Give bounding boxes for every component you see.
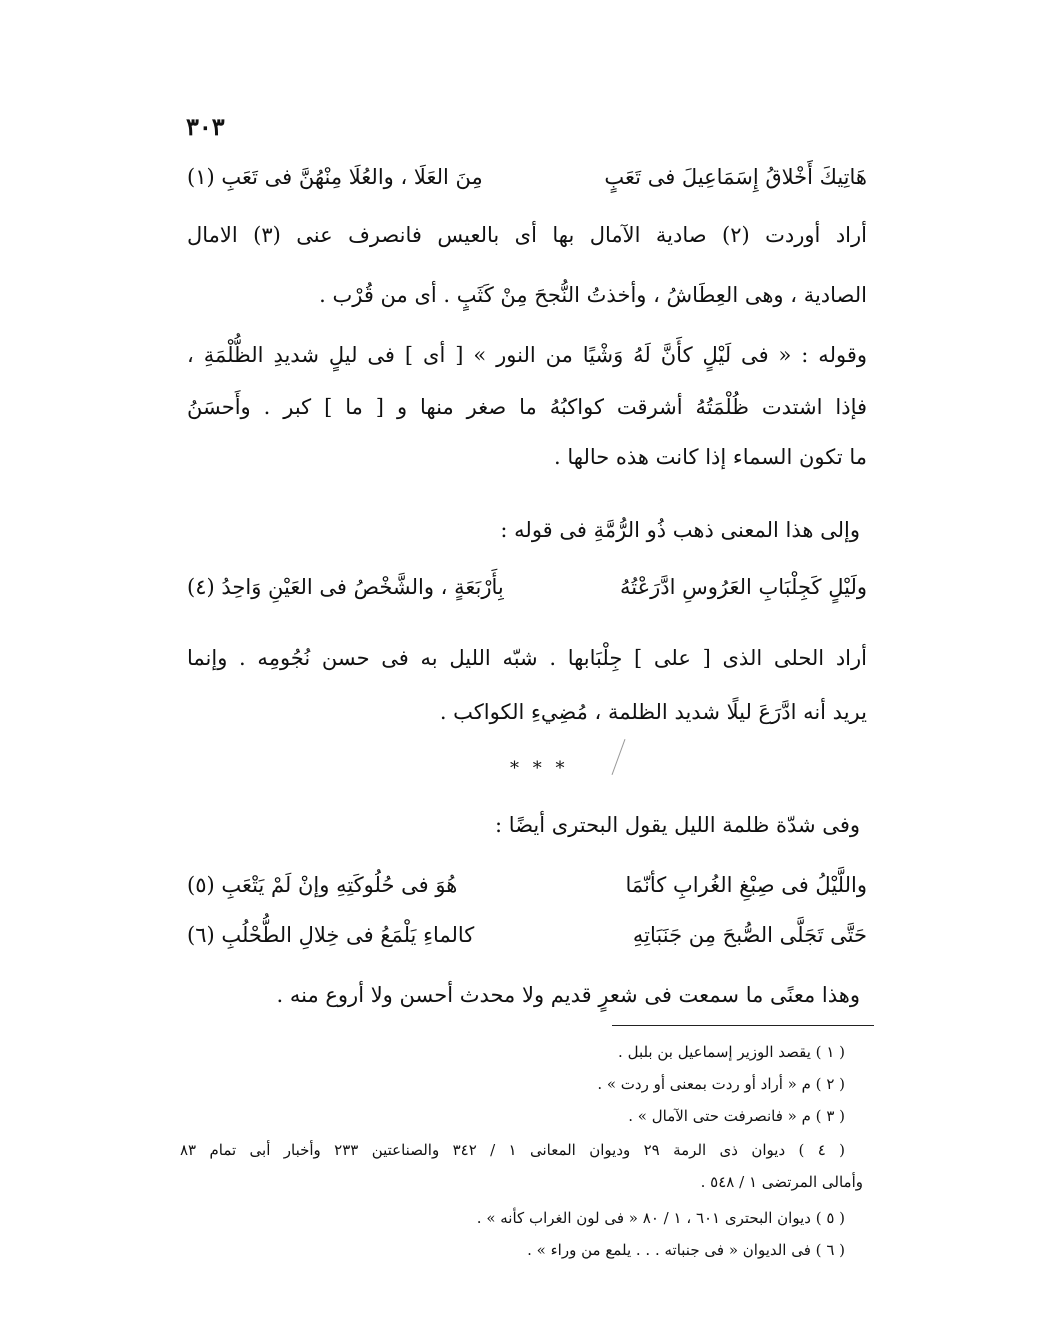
page-number: ٣٠٣ (186, 112, 225, 141)
footnote: ( ٦ ) فى الديوان « فى جنباته . . . يلمع من وراء » . (527, 1241, 845, 1259)
paragraph-line: الصادية ، وهى العِطَاشُ ، وأخذتُ النُّجحَ مِنْ كَثَبٍ . أى من قُرْب . (319, 283, 867, 307)
paragraph-line: أراد الحلى الذى [ على ] جِلْبَابها . شبّه الليل به فى حسن نُجُومِه . وإنما (187, 646, 867, 670)
footnote: ( ٤ ) ديوان ذى الرمة ٢٩ وديوان المعانى ١ / ٣٤٢ والصناعتين ٢٣٣ وأخبار أبى تمام ٨٣ (180, 1141, 845, 1159)
paragraph-line: وهذا معنًى ما سمعت فى شعرٍ قديم ولا محدث أحسن ولا أروع منه . (276, 983, 860, 1007)
hemistich-left: بِأَرْبَعَةٍ ، والشَّخْصُ فى العَيْنِ وَاحِدُ (٤) (187, 575, 504, 599)
footnote: ( ٢ ) م « أراد أو ردت بمعنى أو ردت » . (597, 1075, 845, 1093)
verse-line (187, 920, 867, 950)
hemistich-left: هُوَ فى حُلُوكَتِهِ وإنْ لَمْ يَتْعَبِ (٥) (187, 873, 458, 897)
footnote: ( ١ ) يقصد الوزير إسماعيل بن بلبل . (618, 1043, 845, 1061)
footnote: ( ٣ ) م « فانصرفت حتى الآمال » . (628, 1107, 845, 1125)
hemistich-right: حَتَّى تَجَلَّى الصُّبحَ مِن جَنَبَاتِهِ (632, 923, 867, 947)
footnote: ( ٥ ) ديوان البحترى ٦٠١ ، ١ / ٨٠ « فى لون الغراب كأنه » . (476, 1209, 845, 1227)
paragraph-line: وإلى هذا المعنى ذهب ذُو الرُّمَّةِ فى قوله : (500, 518, 860, 542)
stray-pen-mark (612, 739, 626, 775)
paragraph-line: يريد أنه ادَّرَعَ ليلًا شديد الظلمة ، مُضِيءِ الكواكب . (439, 700, 867, 724)
section-separator: * * * (510, 758, 569, 779)
hemistich-left: مِنَ العَلَا ، والعُلَا مِنْهُنَّ فى تَعَبِ (١) (187, 165, 483, 189)
paragraph-line: وفى شدّة ظلمة الليل يقول البحترى أيضًا : (495, 813, 860, 837)
verse-line (187, 162, 867, 192)
paragraph-line: فإذا اشتدت ظُلْمَتُهُ أشرقت كواكبُهُ ما صغر منها و [ ما ] كبر . وأَحسَنُ (187, 395, 867, 419)
verse-line (187, 870, 867, 900)
paragraph-line: أراد أوردت (٢) صادية الآمال بها أى بالعيس فانصرف عنى (٣) الامال (187, 223, 867, 247)
verse-line (187, 572, 867, 602)
paragraph-line: ما تكون السماء إذا كانت هذه حالها . (554, 445, 867, 469)
hemistich-right: ولَيْلٍ كَجِلْبَابِ العَرُوسِ ادَّرَعْتُهُ (620, 575, 867, 599)
hemistich-right: واللَّيْلُ فى صِبْغِ الغُرابِ كأنّمَا (625, 873, 867, 897)
hemistich-right: هَاتِيكَ أَخْلاقُ إِسَمَاعِيلَ فى تَعَبٍ (604, 165, 867, 189)
paragraph-line: وقوله : « فى لَيْلٍ كأَنَّ لَهُ وَشْيًا من النور » [ أى ] فى ليلٍ شديدِ الظُّلْمَةِ ، (187, 343, 867, 367)
footnote-divider (612, 1025, 874, 1026)
hemistich-left: كالماءِ يَلْمَعُ فى خِلالِ الطُّحْلُبِ (٦) (187, 923, 475, 947)
footnote-continuation: وأمالى المرتضى ١ / ٥٤٨ . (700, 1173, 863, 1191)
